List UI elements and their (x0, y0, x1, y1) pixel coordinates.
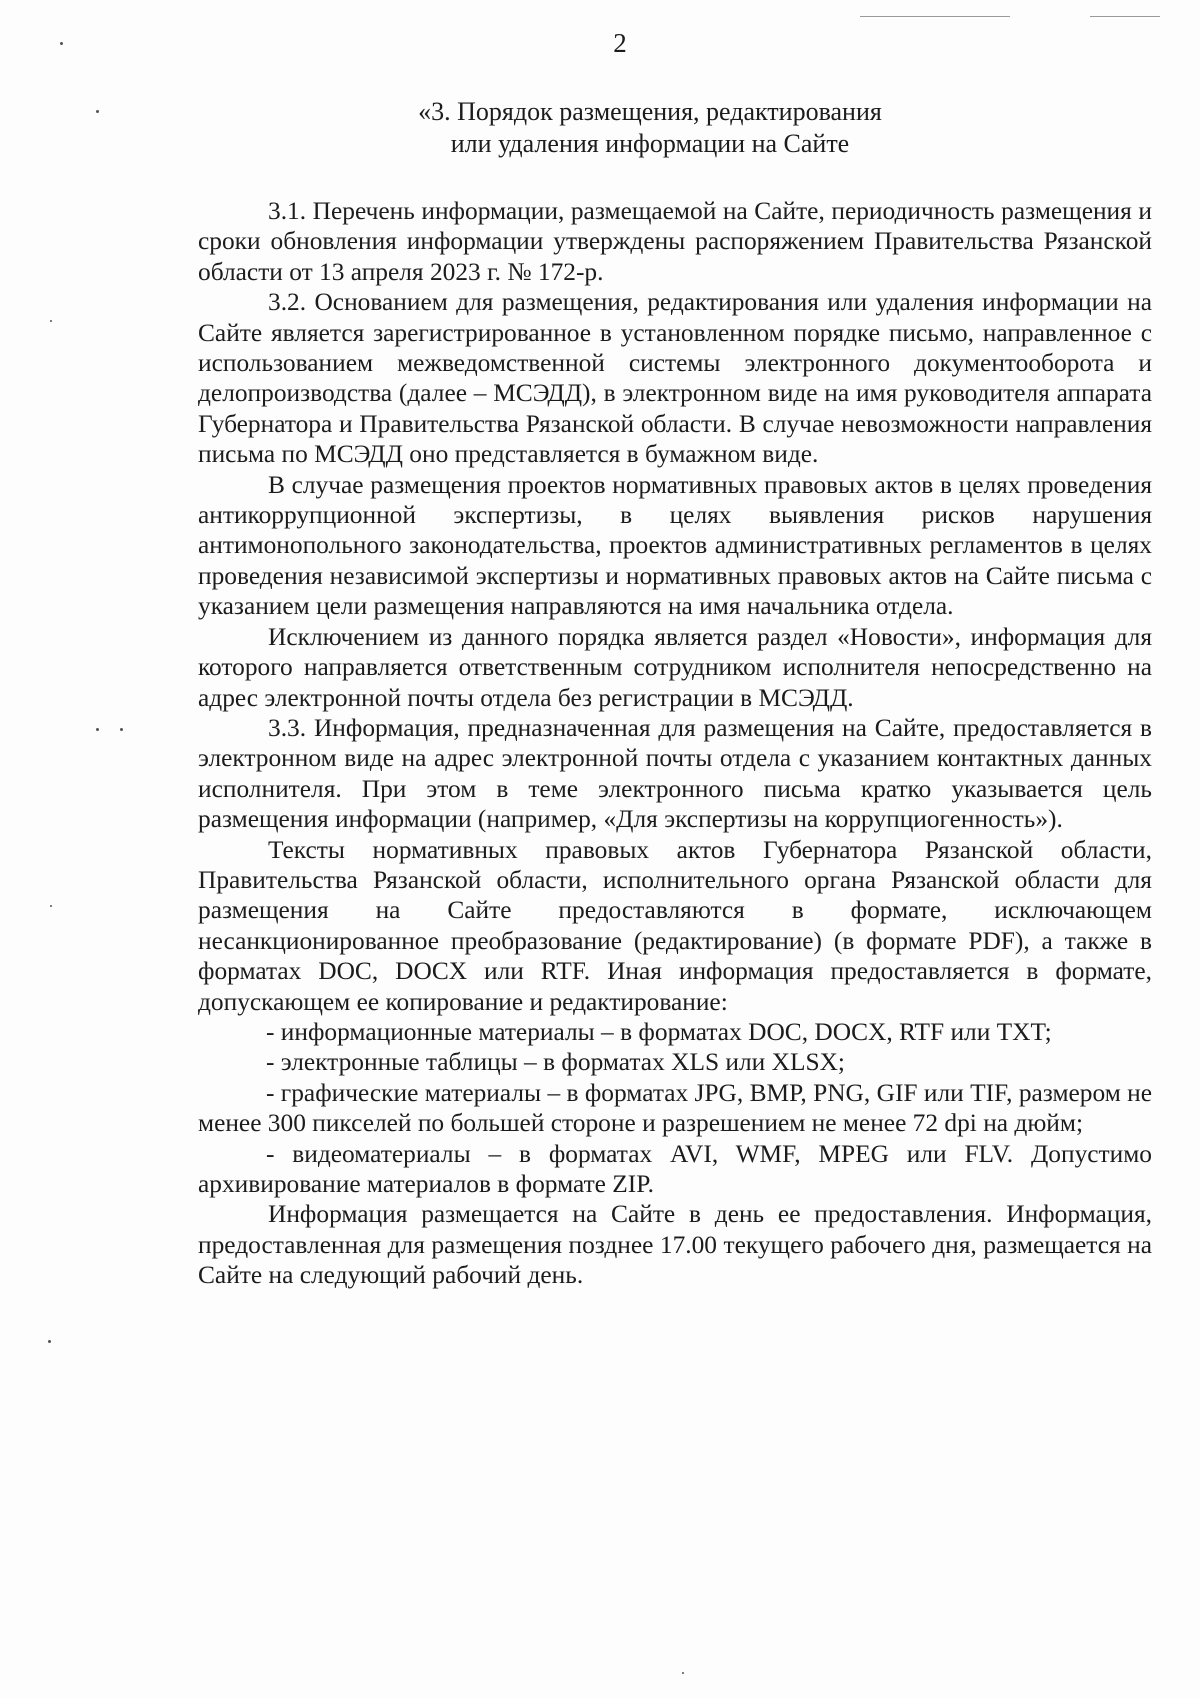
list-item-info-materials: - информационные материалы – в форматах DOC, DOCX, RTF или TXT; (266, 1017, 1052, 1046)
paragraph-3-3: 3.3. Информация, предназначенная для размещения на Сайте, предоставляется в электронном виде на адрес электронной почты отдела с указанием контактных данных исполнителя. При этом в теме электронного письма кратко указывается цель размещения информации (например, «Для экспертизы на коррупциогенность»). (198, 713, 1152, 834)
paragraph-news-exception: Исключением из данного порядка является раздел «Новости», информация для которого направляется ответственным сотрудником исполнителя непосредственно на адрес электронной почты отдела без регистрации в МСЭДД. (198, 622, 1152, 712)
scan-mark (96, 110, 99, 113)
scan-mark (50, 905, 52, 907)
scan-mark (96, 728, 99, 731)
scan-mark (48, 1340, 51, 1343)
list-item-spreadsheets: - электронные таблицы – в форматах XLS или XLSX; (266, 1048, 845, 1077)
section-heading-line-1: «3. Порядок размещения, редактирования (418, 97, 882, 126)
scan-mark (50, 320, 52, 322)
paragraph-publication-timing: Информация размещается на Сайте в день ее предоставления. Информация, предоставленная для размещения позднее 17.00 текущего рабочего дня, размещается на Сайте на следующий рабочий день. (198, 1200, 1152, 1290)
scan-mark (120, 728, 123, 731)
paragraph-3-2: 3.2. Основанием для размещения, редактирования или удаления информации на Сайте является зарегистрированное в установленном порядке письмо, направленное с использованием межведомственной системы электронного документооборота и делопроизводства (далее – МСЭДД), в электронном виде на имя руководителя аппарата Губернатора и Правительства Рязанской области. В случае невозможности направления письма по МСЭДД оно представляется в бумажном виде. (198, 288, 1152, 469)
list-item-graphics: - графические материалы – в форматах JPG, BMP, PNG, GIF или TIF, размером не менее 300 пикселей по большей стороне и разрешением не менее 72 dpi на дюйм; (198, 1078, 1152, 1138)
page-number: 2 (613, 28, 627, 58)
paragraph-3-1: 3.1. Перечень информации, размещаемой на Сайте, периодичность размещения и сроки обновления информации утверждены распоряжением Правительства Рязанской области от 13 апреля 2023 г. № 172-р. (198, 197, 1152, 286)
section-heading (360, 96, 940, 160)
scan-mark (1090, 16, 1160, 17)
scan-mark (682, 1672, 684, 1674)
scan-mark (860, 16, 1010, 17)
list-item-video: - видеоматериалы – в форматах AVI, WMF, MPEG или FLV. Допустимо архивирование материалов в формате ZIP. (198, 1139, 1152, 1198)
document-body (198, 196, 1152, 1291)
paragraph-anticorruption: В случае размещения проектов нормативных правовых актов в целях проведения антикоррупционной экспертизы, в целях выявления рисков нарушения антимонопольного законодательства, проектов административных регламентов в целях проведения независимой экспертизы и нормативных правовых актов на Сайте письма с указанием цели размещения направляются на имя начальника отдела. (198, 470, 1152, 621)
paragraph-formats: Тексты нормативных правовых актов Губернатора Рязанской области, Правительства Рязанской области, исполнительного органа Рязанской области для размещения на Сайте предоставляются в формате, исключающем несанкционированное преобразование (редактирование) (в формате PDF), а также в форматах DOC, DOCX или RTF. Иная информация предоставляется в формате, допускающем ее копирование и редактирование: (198, 835, 1152, 1016)
section-heading-line-2: или удаления информации на Сайте (450, 129, 850, 158)
